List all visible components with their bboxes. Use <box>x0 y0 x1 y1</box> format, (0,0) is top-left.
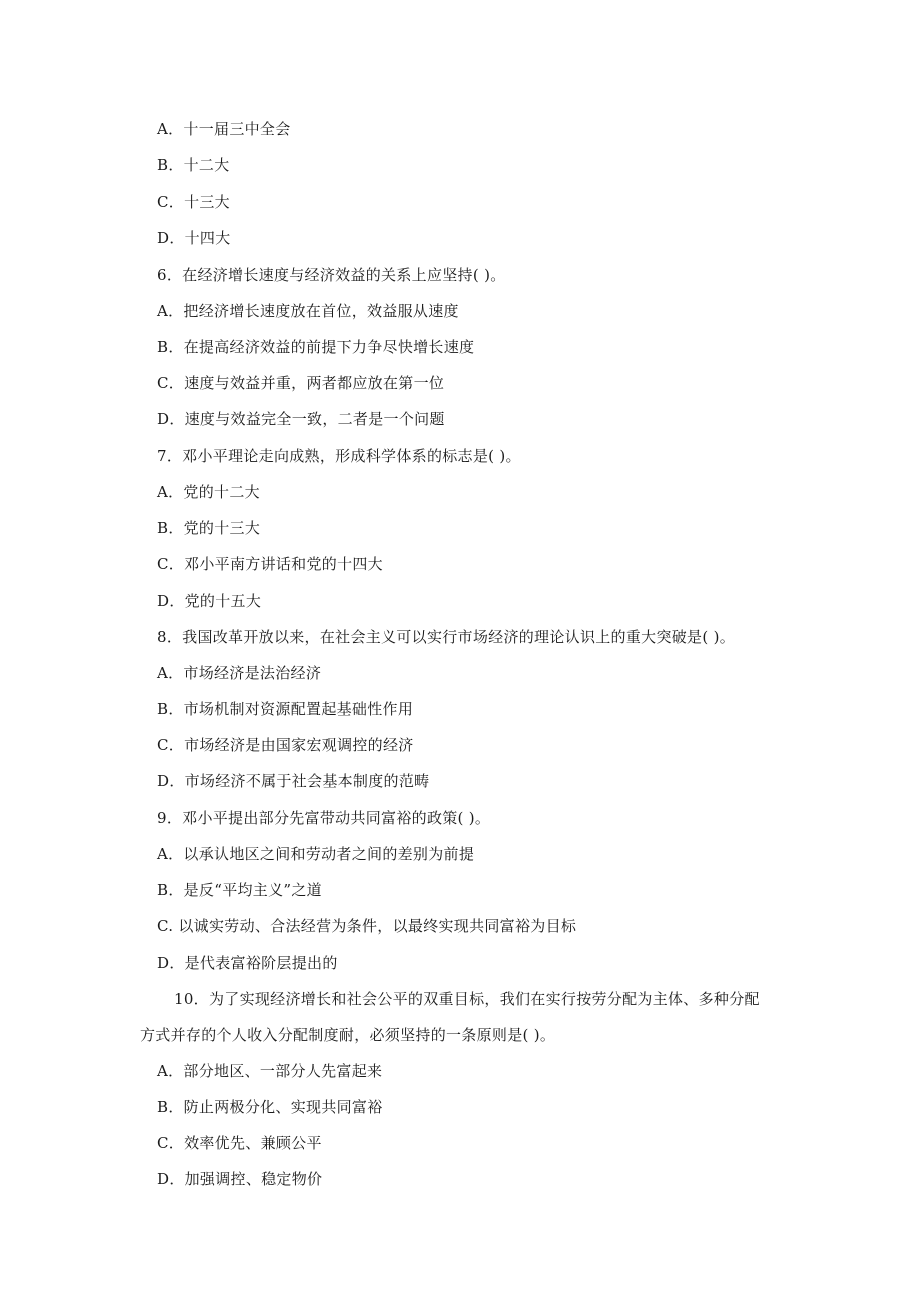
q10-option-a: A．部分地区、一部分人先富起来 <box>157 1062 383 1080</box>
q6-option-b: B．在提高经济效益的前提下力争尽快增长速度 <box>157 338 475 356</box>
q6-stem: 6．在经济增长速度与经济效益的关系上应坚持( )。 <box>157 266 506 284</box>
q5-option-c: C．十三大 <box>157 193 230 211</box>
q10-stem-line2: 方式并存的个人收入分配制度耐，必须坚持的一条原则是( )。 <box>140 1026 556 1044</box>
q9-option-a: A．以承认地区之间和劳动者之间的差别为前提 <box>157 845 475 863</box>
q6-option-a: A．把经济增长速度放在首位，效益服从速度 <box>157 302 459 320</box>
q8-option-d: D．市场经济不属于社会基本制度的范畴 <box>157 772 430 790</box>
q9-option-c: C. 以诚实劳动、合法经营为条件，以最终实现共同富裕为目标 <box>157 917 577 935</box>
q6-option-c: C．速度与效益并重，两者都应放在第一位 <box>157 374 445 392</box>
q9-option-b: B．是反“平均主义”之道 <box>157 881 322 899</box>
q7-stem: 7．邓小平理论走向成熟，形成科学体系的标志是( )。 <box>157 447 521 465</box>
q10-stem-line1: 10．为了实现经济增长和社会公平的双重目标，我们在实行按劳分配为主体、多种分配 <box>174 990 760 1008</box>
q7-option-d: D．党的十五大 <box>157 592 262 610</box>
q9-stem: 9．邓小平提出部分先富带动共同富裕的政策( )。 <box>157 809 491 827</box>
q5-option-d: D．十四大 <box>157 229 231 247</box>
q9-option-d: D．是代表富裕阶层提出的 <box>157 954 338 972</box>
q8-option-c: C．市场经济是由国家宏观调控的经济 <box>157 736 414 754</box>
q7-option-a: A．党的十二大 <box>157 483 260 501</box>
q6-option-d: D．速度与效益完全一致，二者是一个问题 <box>157 410 445 428</box>
q5-option-b: B．十二大 <box>157 156 230 174</box>
q10-option-c: C．效率优先、兼顾公平 <box>157 1134 322 1152</box>
q10-option-b: B．防止两极分化、实现共同富裕 <box>157 1098 383 1116</box>
q7-option-c: C．邓小平南方讲话和党的十四大 <box>157 555 383 573</box>
q7-option-b: B．党的十三大 <box>157 519 261 537</box>
q10-option-d: D．加强调控、稳定物价 <box>157 1170 323 1188</box>
q5-option-a: A．十一届三中全会 <box>157 120 291 138</box>
q8-option-a: A．市场经济是法治经济 <box>157 664 322 682</box>
q8-option-b: B．市场机制对资源配置起基础性作用 <box>157 700 414 718</box>
q8-stem: 8．我国改革开放以来，在社会主义可以实行市场经济的理论认识上的重大突破是( )。 <box>157 628 736 646</box>
